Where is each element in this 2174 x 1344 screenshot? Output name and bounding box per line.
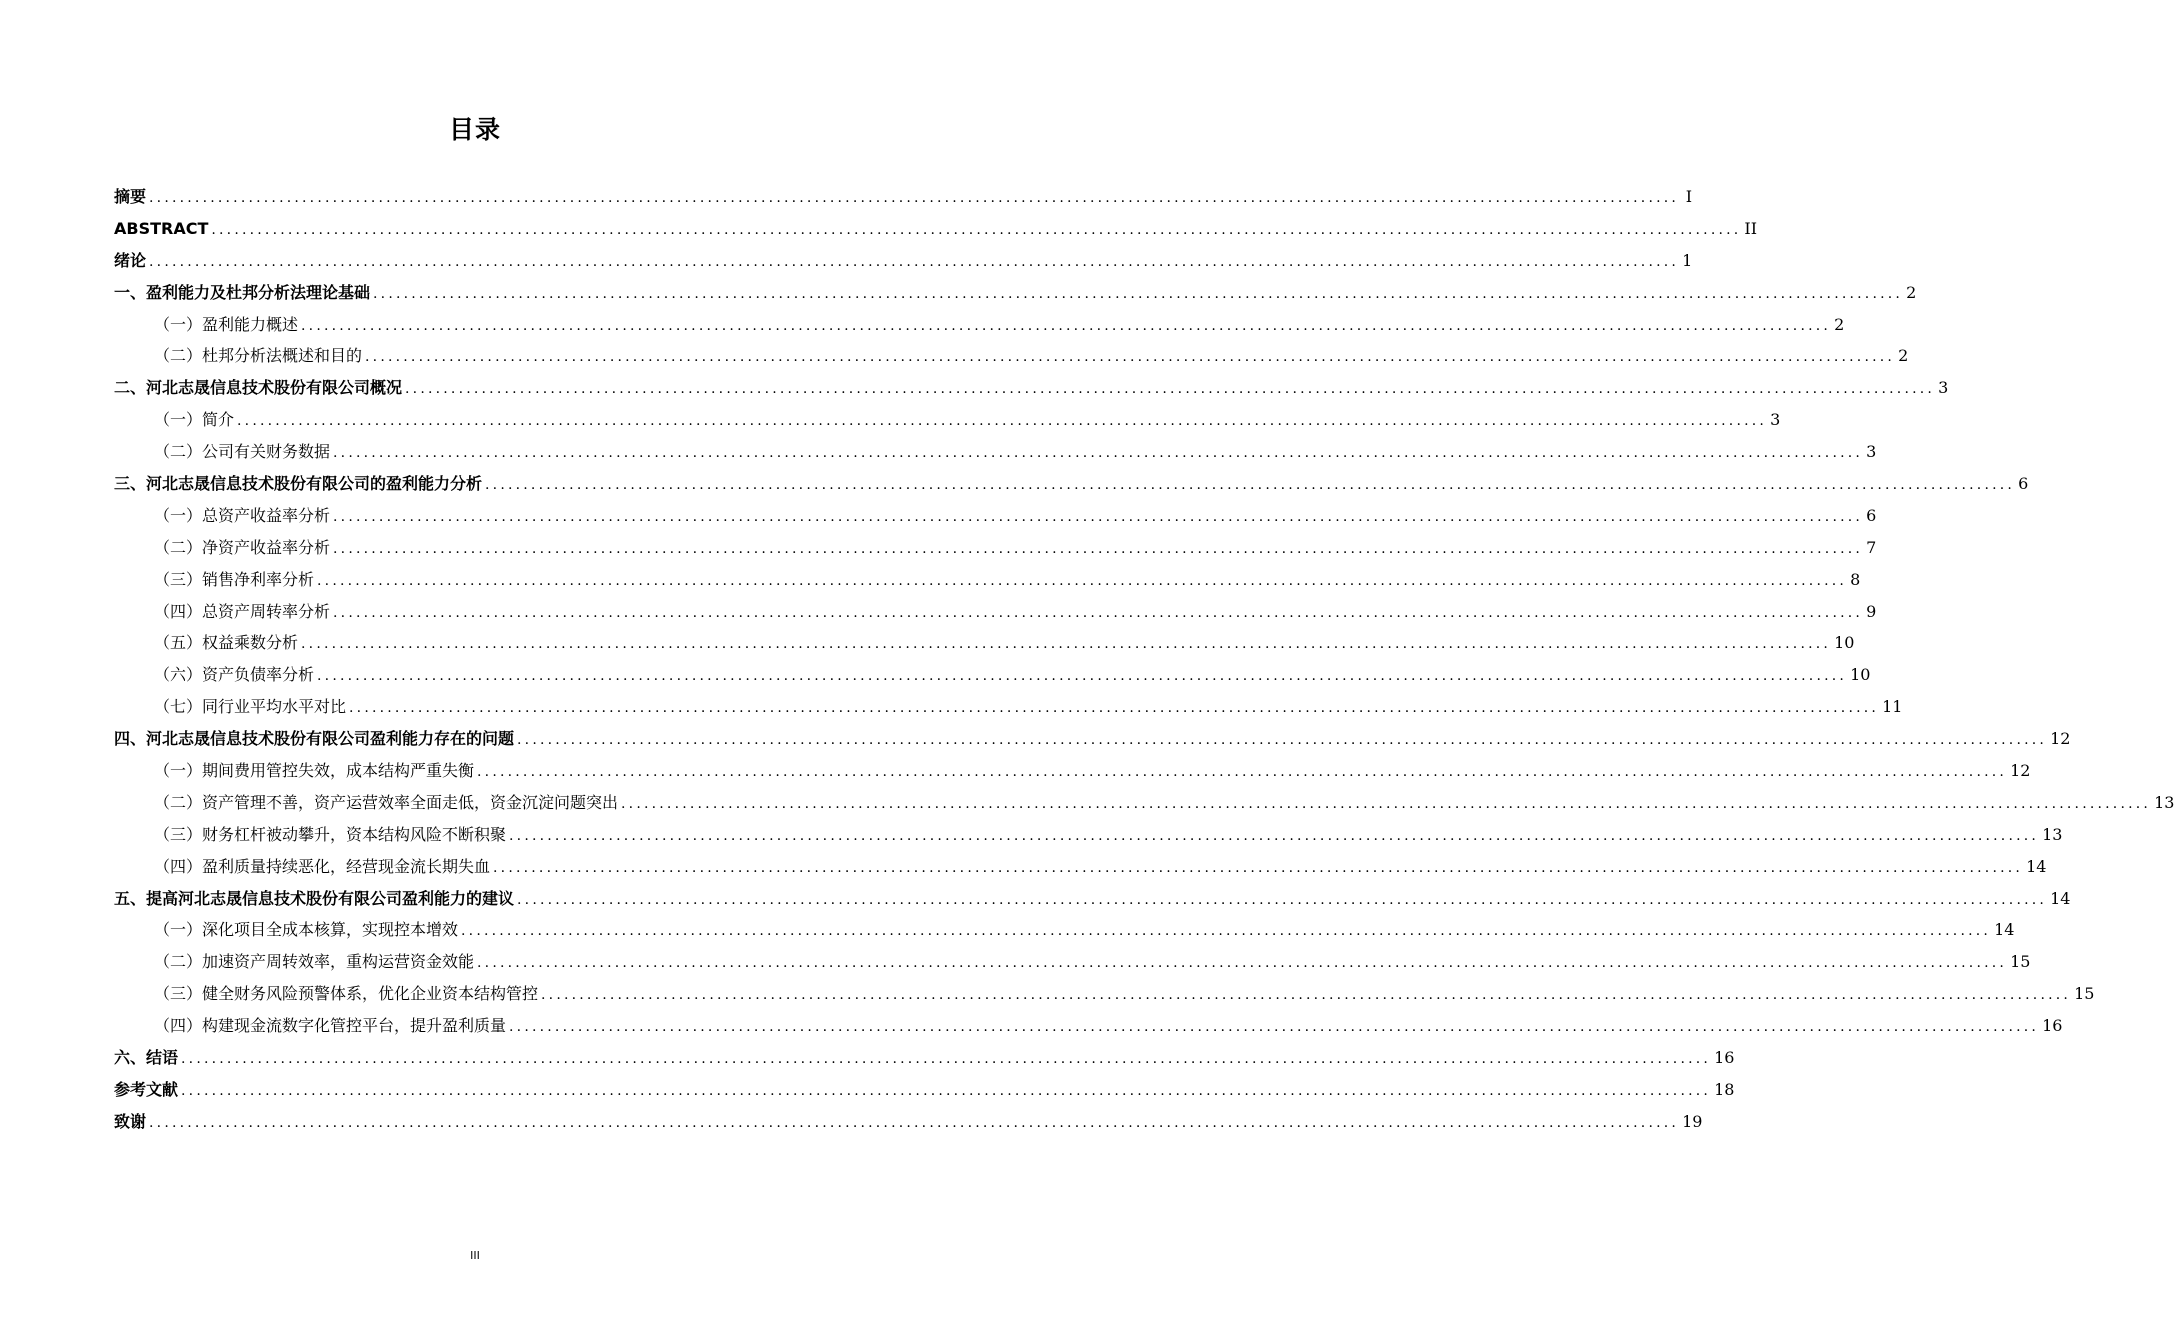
toc-entry-page-number: II — [1744, 218, 1758, 238]
toc-dot-leader: ........................................................................................................................................................................................................ — [485, 477, 2016, 494]
toc-dot-leader: ........................................................................................................................................................................................................ — [405, 381, 1936, 398]
toc-entry-page-number: 12 — [2010, 761, 2031, 781]
toc-entry-label: （二）资产管理不善，资产运营效率全面走低，资金沉淀问题突出 — [154, 792, 619, 812]
toc-entry-label: 三、河北志晟信息技术股份有限公司的盈利能力分析 — [114, 474, 483, 494]
toc-entry-page-number: 6 — [2018, 474, 2029, 494]
toc-dot-leader: ........................................................................................................................................................................................................ — [477, 764, 2008, 781]
toc-entry-label: （一）总资产收益率分析 — [154, 505, 331, 525]
toc-dot-leader: ........................................................................................................................................................................................................ — [621, 795, 2152, 812]
toc-entry-chapter[interactable] — [114, 245, 1693, 277]
toc-entry-label: 二、河北志晟信息技术股份有限公司概况 — [114, 378, 403, 398]
toc-entry-section[interactable] — [114, 627, 1855, 659]
toc-entry-page-number: 8 — [1850, 569, 1861, 589]
toc-entry-label: 六、结语 — [114, 1048, 179, 1068]
toc-entry-section[interactable] — [114, 564, 1861, 596]
toc-entry-page-number: 14 — [2026, 856, 2047, 876]
toc-entry-label: （一）盈利能力概述 — [154, 314, 299, 334]
toc-dot-leader: ........................................................................................................................................................................................................ — [541, 987, 2072, 1004]
toc-entry-label: 四、河北志晟信息技术股份有限公司盈利能力存在的问题 — [114, 729, 515, 749]
toc-entry-page-number: I — [1685, 187, 1693, 206]
toc-entry-label: （二）净资产收益率分析 — [154, 537, 331, 557]
toc-entry-label: （四）构建现金流数字化管控平台，提升盈利质量 — [154, 1016, 507, 1036]
toc-entry-chapter[interactable] — [114, 181, 1693, 213]
toc-entry-section[interactable] — [114, 659, 1871, 691]
toc-entry-section[interactable] — [114, 436, 1877, 468]
toc-dot-leader: ........................................................................................................................................................................................................ — [333, 508, 1864, 525]
toc-dot-leader: ........................................................................................................................................................................................................ — [149, 253, 1680, 270]
toc-entry-page-number: 2 — [1906, 282, 1917, 302]
toc-dot-leader: ........................................................................................................................................................................................................ — [301, 636, 1832, 653]
toc-entry-page-number: 6 — [1866, 505, 1877, 525]
toc-entry-section[interactable] — [114, 851, 2047, 883]
toc-entry-label: （二）加速资产周转效率，重构运营资金效能 — [154, 952, 475, 972]
toc-entry-label: （三）财务杠杆被动攀升，资本结构风险不断积聚 — [154, 824, 507, 844]
toc-entry-section[interactable] — [114, 596, 1877, 628]
toc-dot-leader: ........................................................................................................................................................................................................ — [333, 445, 1864, 462]
toc-dot-leader: ........................................................................................................................................................................................................ — [493, 859, 2024, 876]
toc-dot-leader: ........................................................................................................................................................................................................ — [477, 955, 2008, 972]
toc-entry-label: 绪论 — [114, 250, 147, 270]
toc-entry-label: （四）盈利质量持续恶化，经营现金流长期失血 — [154, 856, 491, 876]
toc-dot-leader: ........................................................................................................................................................................................................ — [365, 349, 1896, 366]
toc-entry-page-number: 13 — [2042, 824, 2063, 844]
toc-entry-page-number: 10 — [1850, 665, 1871, 685]
toc-entry-section[interactable] — [114, 691, 1903, 723]
toc-dot-leader: ........................................................................................................................................................................................................ — [517, 732, 2048, 749]
toc-entry-section[interactable] — [114, 978, 2095, 1010]
toc-entry-section[interactable] — [114, 914, 2015, 946]
toc-dot-leader: ........................................................................................................................................................................................................ — [317, 668, 1848, 685]
toc-entry-label: （六）资产负债率分析 — [154, 665, 315, 685]
toc-dot-leader: ........................................................................................................................................................................................................ — [181, 1051, 1712, 1068]
toc-dot-leader: ........................................................................................................................................................................................................ — [181, 1082, 1712, 1099]
toc-entry-page-number: 16 — [1714, 1048, 1735, 1068]
toc-dot-leader: ........................................................................................................................................................................................................ — [333, 604, 1864, 621]
toc-entry-label: （一）简介 — [154, 410, 235, 430]
toc-entry-page-number: 7 — [1866, 537, 1877, 557]
toc-entry-page-number: 10 — [1834, 633, 1855, 653]
toc-entry-chapter[interactable] — [114, 468, 2029, 500]
toc-entry-page-number: 15 — [2010, 952, 2031, 972]
toc-entry-section[interactable] — [114, 500, 1877, 532]
toc-entry-label: 五、提高河北志晟信息技术股份有限公司盈利能力的建议 — [114, 888, 515, 908]
page-title: 目录 — [448, 115, 501, 144]
toc-entry-chapter[interactable] — [114, 1074, 1735, 1106]
toc-entry-label: （二）杜邦分析法概述和目的 — [154, 346, 363, 366]
toc-entry-label: 摘要 — [114, 187, 147, 206]
toc-dot-leader: ........................................................................................................................................................................................................ — [317, 572, 1848, 589]
toc-entry-chapter[interactable] — [114, 372, 1949, 404]
toc-entry-page-number: 15 — [2074, 984, 2095, 1004]
toc-dot-leader: ........................................................................................................................................................................................................ — [461, 923, 1992, 940]
toc-entry-page-number: 3 — [1866, 442, 1877, 462]
toc-entry-label: （七）同行业平均水平对比 — [154, 697, 347, 717]
toc-dot-leader: ........................................................................................................................................................................................................ — [333, 540, 1864, 557]
toc-entry-page-number: 18 — [1714, 1079, 1735, 1099]
toc-entry-page-number: 16 — [2042, 1016, 2063, 1036]
toc-entry-label: （三）健全财务风险预警体系，优化企业资本结构管控 — [154, 984, 539, 1004]
toc-entry-page-number: 13 — [2154, 792, 2174, 812]
toc-entry-section[interactable] — [114, 532, 1877, 564]
toc-entry-page-number: 2 — [1834, 314, 1845, 334]
toc-dot-leader: ........................................................................................................................................................................................................ — [149, 190, 1680, 206]
toc-entry-chapter[interactable] — [114, 883, 2071, 915]
toc-entry-page-number: 2 — [1898, 346, 1909, 366]
toc-entry-label: （四）总资产周转率分析 — [154, 601, 331, 621]
toc-dot-leader: ........................................................................................................................................................................................................ — [301, 317, 1832, 334]
toc-entry-label: 致谢 — [114, 1111, 147, 1131]
toc-entry-section[interactable] — [114, 755, 2031, 787]
toc-entry-section[interactable] — [114, 946, 2031, 978]
toc-entry-section[interactable] — [114, 787, 2174, 819]
toc-entry-chapter[interactable] — [114, 213, 1758, 245]
toc-entry-label: （五）权益乘数分析 — [154, 633, 299, 653]
toc-entry-section[interactable] — [114, 1010, 2063, 1042]
toc-entry-page-number: 12 — [2050, 729, 2071, 749]
toc-entry-label: 一、盈利能力及杜邦分析法理论基础 — [114, 282, 371, 302]
toc-entry-chapter[interactable] — [114, 1042, 1735, 1074]
toc-dot-leader: ........................................................................................................................................................................................................ — [237, 413, 1768, 430]
toc-entry-label: （一）深化项目全成本核算，实现控本增效 — [154, 920, 459, 940]
toc-entry-page-number: 14 — [2050, 888, 2071, 908]
toc-entry-chapter[interactable] — [114, 723, 2071, 755]
toc-entry-label: 参考文献 — [114, 1079, 179, 1099]
toc-entry-section[interactable] — [114, 340, 1909, 372]
toc-entry-section[interactable] — [114, 404, 1781, 436]
toc-entry-page-number: 9 — [1866, 601, 1877, 621]
toc-dot-leader: ........................................................................................................................................................................................................ — [149, 1114, 1680, 1131]
toc-entry-page-number: 1 — [1682, 250, 1693, 270]
toc-entry-label: ABSTRACT — [114, 218, 209, 238]
toc-entry-section[interactable] — [114, 819, 2063, 851]
toc-entry-label: （一）期间费用管控失效，成本结构严重失衡 — [154, 761, 475, 781]
table-of-contents — [114, 181, 2174, 1138]
toc-entry-section[interactable] — [114, 309, 1845, 341]
toc-dot-leader: ........................................................................................................................................................................................................ — [509, 1019, 2040, 1036]
toc-entry-page-number: 19 — [1682, 1111, 1703, 1131]
toc-entry-label: （二）公司有关财务数据 — [154, 442, 331, 462]
toc-dot-leader: ........................................................................................................................................................................................................ — [211, 221, 1742, 238]
toc-dot-leader: ........................................................................................................................................................................................................ — [517, 891, 2048, 908]
toc-dot-leader: ........................................................................................................................................................................................................ — [373, 285, 1904, 302]
toc-entry-page-number: 3 — [1938, 378, 1949, 398]
toc-entry-page-number: 14 — [1994, 920, 2015, 940]
toc-entry-chapter[interactable] — [114, 1106, 1703, 1138]
toc-entry-chapter[interactable] — [114, 277, 1917, 309]
toc-entry-label: （三）销售净利率分析 — [154, 569, 315, 589]
toc-entry-page-number: 11 — [1882, 697, 1903, 717]
toc-dot-leader: ........................................................................................................................................................................................................ — [349, 700, 1880, 717]
toc-dot-leader: ........................................................................................................................................................................................................ — [509, 827, 2040, 844]
page-number-footer: III — [470, 1249, 480, 1262]
toc-entry-page-number: 3 — [1770, 410, 1781, 430]
